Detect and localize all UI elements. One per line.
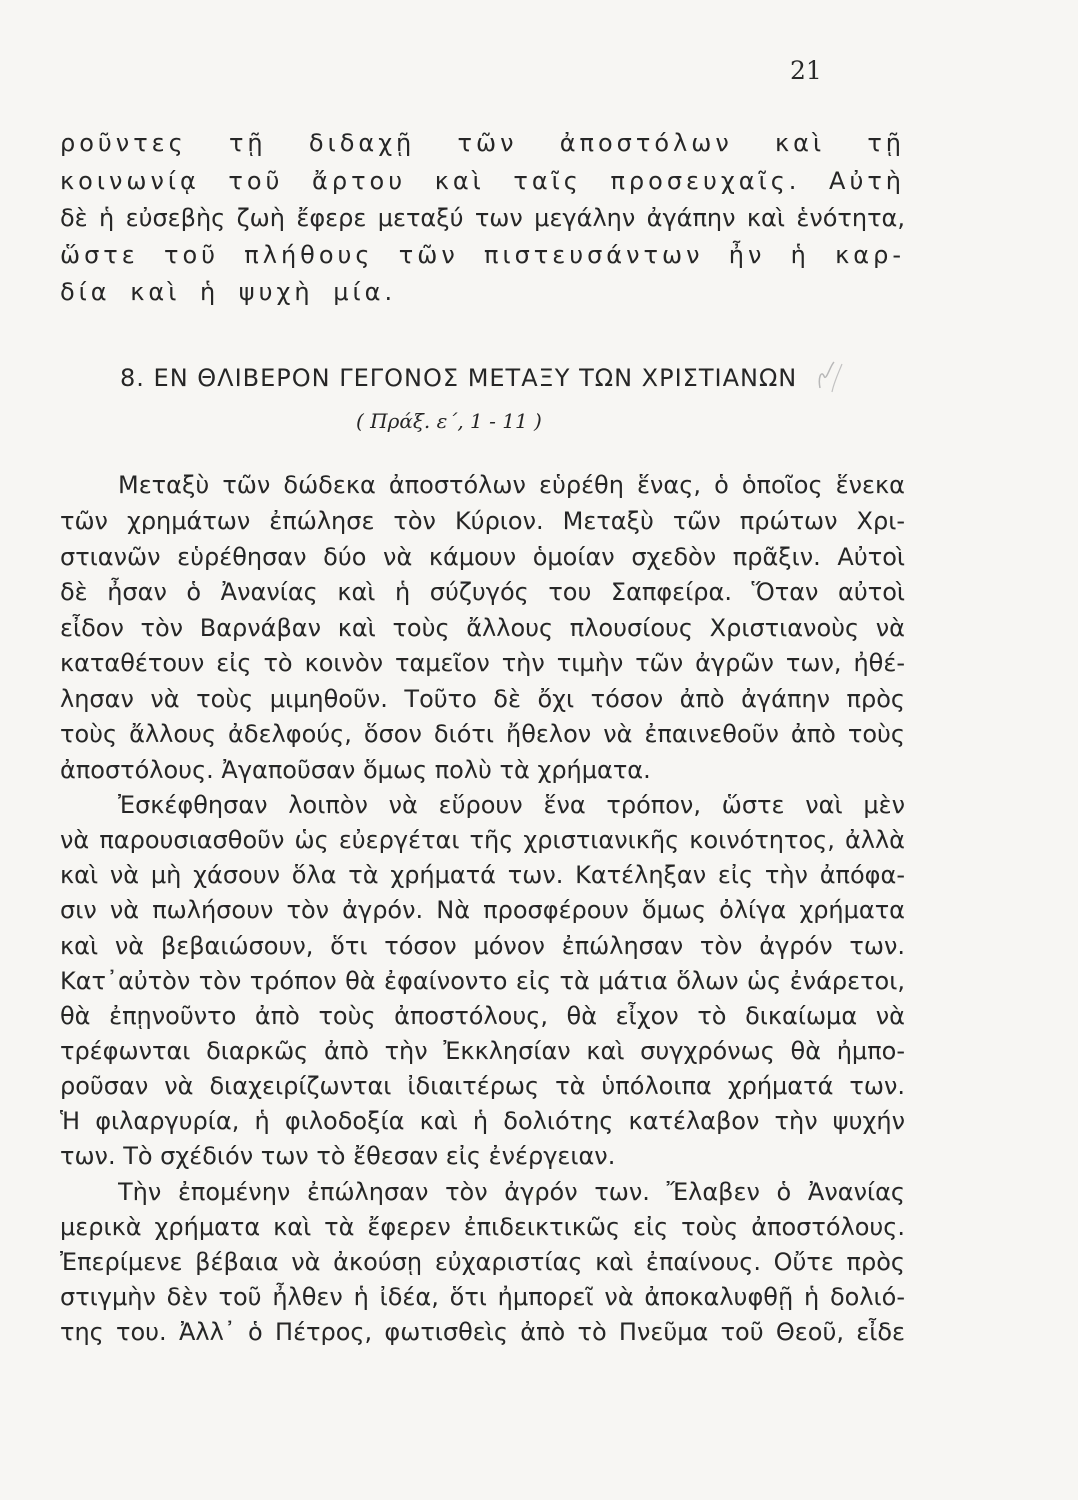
body-line-1: Μεταξὺ τῶν δώδεκα ἀποστόλων εὑρέθη ἕνας, ὁ ὁποῖος ἕνεκα — [118, 471, 905, 499]
body-line-21: Τὴν ἐπομένην ἐπώλησαν τὸν ἀγρόν των. Ἔλαβεν ὁ Ἀνανίας — [118, 1178, 905, 1206]
intro-line-1: ροῦντες τῇ διδαχῇ τῶν ἀποστόλων καὶ τῇ — [60, 129, 905, 157]
body-line-23: Ἐπερίμενε βέβαια νὰ ἀκούσῃ εὐχαριστίας καὶ ἐπαίνους. Οὔτε πρὸς — [60, 1248, 905, 1276]
pencil-mark-icon — [812, 358, 852, 396]
body-line-18: ροῦσαν νὰ διαχειρίζωνται ἰδιαιτέρως τὰ ὑπόλοιπα χρήματά των. — [60, 1072, 905, 1100]
section-heading — [120, 362, 820, 394]
body-line-5: εἶδον τὸν Βαρνάβαν καὶ τοὺς ἄλλους πλουσίους Χριστιανοὺς νὰ — [60, 614, 905, 642]
body-line-16: θὰ ἐπῃνοῦντο ἀπὸ τοὺς ἀποστόλους, θὰ εἶχον τὸ δικαίωμα νὰ — [60, 1002, 905, 1030]
section-number: 8. — [120, 364, 145, 392]
page-number: 21 — [790, 56, 822, 85]
body-line-9: ἀποστόλους. Ἀγαποῦσαν ὅμως πολὺ τὰ χρήματα. — [60, 756, 651, 784]
body-line-3: στιανῶν εὑρέθησαν δύο νὰ κάμουν ὁμοίαν σχεδὸν πρᾶξιν. Αὐτοὶ — [60, 543, 905, 571]
body-line-10: Ἐσκέφθησαν λοιπὸν νὰ εὕρουν ἕνα τρόπον, ὥστε ναὶ μὲν — [118, 791, 905, 819]
body-line-24: στιγμὴν δὲν τοῦ ἦλθεν ἡ ἰδέα, ὅτι ἠμπορεῖ νὰ ἀποκαλυφθῇ ἡ δολιό- — [60, 1283, 905, 1311]
body-line-25: της του. Ἀλλ᾽ ὁ Πέτρος, φωτισθεὶς ἀπὸ τὸ Πνεῦμα τοῦ Θεοῦ, εἶδε — [60, 1318, 905, 1346]
body-line-15: Κατ᾽αὐτὸν τὸν τρόπον θὰ ἐφαίνοντο εἰς τὰ μάτια ὅλων ὡς ἐνάρετοι, — [60, 967, 905, 995]
intro-line-3: δὲ ἡ εὐσεβὴς ζωὴ ἔφερε μεταξύ των μεγάλην ἀγάπην καὶ ἑνότητα, — [60, 204, 905, 232]
section-reference: ( Πράξ. ε΄, 1 - 11 ) — [356, 409, 542, 433]
body-line-13: σιν νὰ πωλήσουν τὸν ἀγρόν. Νὰ προσφέρουν ὅμως ὀλίγα χρήματα — [60, 896, 905, 924]
body-line-11: νὰ παρουσιασθοῦν ὡς εὐεργέται τῆς χριστιανικῆς κοινότητος, ἀλλὰ — [60, 826, 905, 854]
intro-line-2: κοινωνίᾳ τοῦ ἄρτου καὶ ταῖς προσευχαῖς. Αὐτὴ — [60, 167, 905, 195]
body-line-22: μερικὰ χρήματα καὶ τὰ ἔφερεν ἐπιδεικτικῶς εἰς τοὺς ἀποστόλους. — [60, 1213, 905, 1241]
intro-line-5: δία καὶ ἡ ψυχὴ μία. — [60, 278, 397, 306]
intro-line-4: ὥστε τοῦ πλήθους τῶν πιστευσάντων ἦν ἡ καρ- — [60, 241, 905, 269]
body-line-6: καταθέτουν εἰς τὸ κοινὸν ταμεῖον τὴν τιμὴν τῶν ἀγρῶν των, ἠθέ- — [60, 649, 905, 677]
body-line-8: τοὺς ἄλλους ἀδελφούς, ὅσον διότι ἤθελον νὰ ἐπαινεθοῦν ἀπὸ τοὺς — [60, 720, 905, 748]
section-title: ΕΝ ΘΛΙΒΕΡΟΝ ΓΕΓΟΝΟΣ ΜΕΤΑΞΥ ΤΩΝ ΧΡΙΣΤΙΑΝΩΝ — [153, 364, 798, 392]
body-line-17: τρέφωνται διαρκῶς ἀπὸ τὴν Ἐκκλησίαν καὶ συγχρόνως θὰ ἠμπο- — [60, 1037, 905, 1065]
body-line-7: λησαν νὰ τοὺς μιμηθοῦν. Τοῦτο δὲ ὄχι τόσον ἀπὸ ἀγάπην πρὸς — [60, 685, 905, 713]
body-line-19: Ἡ φιλαργυρία, ἡ φιλοδοξία καὶ ἡ δολιότης κατέλαβον τὴν ψυχήν — [60, 1107, 905, 1135]
body-line-14: καὶ νὰ βεβαιώσουν, ὅτι τόσον μόνον ἐπώλησαν τὸν ἀγρόν των. — [60, 932, 905, 960]
body-line-2: τῶν χρημάτων ἐπώλησε τὸν Κύριον. Μεταξὺ τῶν πρώτων Χρι- — [60, 507, 905, 535]
body-line-12: καὶ νὰ μὴ χάσουν ὅλα τὰ χρήματά των. Κατέληξαν εἰς τὴν ἀπόφα- — [60, 861, 905, 889]
body-line-4: δὲ ἦσαν ὁ Ἀνανίας καὶ ἡ σύζυγός του Σαπφείρα. Ὅταν αὐτοὶ — [60, 578, 905, 606]
body-line-20: των. Τὸ σχέδιόν των τὸ ἔθεσαν εἰς ἐνέργειαν. — [60, 1142, 616, 1170]
